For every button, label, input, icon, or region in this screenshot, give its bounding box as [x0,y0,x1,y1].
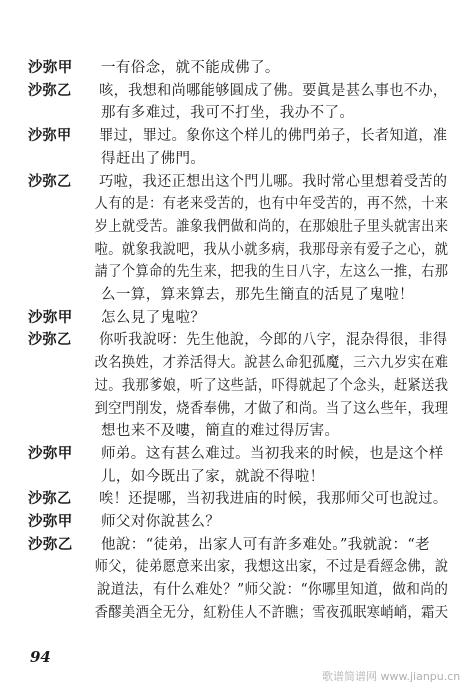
text-line [28,557,448,577]
speaker-label: 沙弥甲 [28,513,73,530]
text-line [28,103,354,123]
text-line [28,126,447,146]
speaker-label: 沙弥乙 [28,81,72,99]
line-text: 师父对你說甚么？ [101,514,221,530]
speaker-label: 沙弥乙 [28,490,72,508]
text-line [28,512,220,532]
line-text: 改名换姓，才养活得大。說甚么命犯孤魔，三六九岁实在难 [94,355,449,372]
watermark: 歌谱简谱网 www.jianpu.cn [322,670,461,683]
speaker-label: 沙弥甲 [28,308,73,326]
line-text: 唉！还提哪，当初我进庙的时候，我那师父可也說过。 [99,491,448,508]
line-text: 那有多难过，我可不打坐，我办不了。 [101,105,355,122]
text-line [28,58,280,78]
line-text: 师弟。这有甚么难过。当初我来的时候，也是这个样 [101,445,444,462]
text-line [28,399,448,419]
text-line [28,262,448,282]
text-line [28,172,447,192]
speaker-label: 沙弥甲 [28,59,73,76]
speaker-label: 沙弥乙 [28,331,72,349]
line-text: 到空門削发，烧香奉佛，才做了和尚。当了这么些年，我理 [94,400,449,417]
speaker-label: 沙弥乙 [28,535,73,553]
speaker-label: 沙弥甲 [28,444,73,462]
line-text: 巧啦，我还正想出这个門儿哪。我时常心里想着受苦的 [99,173,448,190]
text-line [28,353,448,373]
line-text: 么一算，算来算去，那先生簡直的活見了鬼啦！ [101,287,414,303]
line-text: 他說：“徒弟，出家人可有許多难处。”我就說：“老 [101,536,431,553]
line-text: 得赶出了佛門。 [101,150,206,167]
text-line [28,535,430,555]
line-text: 怎么見了鬼啦？ [101,309,206,326]
line-text: 人有的是：有老来受苦的，也有中年受苦的，再不然，十来 [94,196,449,213]
line-text: 請了个算命的先生来，把我的生日八字，左这么一推，右那 [94,264,449,281]
line-text: 罪过，罪过。象你这个样儿的佛門弟子，长者知道，准 [99,128,448,145]
text-line [28,217,448,237]
line-text: 咳，我想和尚哪能够圓成了佛。要眞是甚么事也不办， [99,82,448,99]
line-text: 說道法，有什么难处？”师父說：“你哪里知道，做和尚的 [96,582,449,599]
text-line [28,81,447,101]
page-number: 94 [30,648,51,666]
line-text: 岁上就受苦。誰象我們做和尚的，在那娘肚子里头就害出来 [94,218,449,235]
text-line [28,421,339,441]
text-line [28,285,414,305]
text-line [28,489,447,509]
speaker-label: 沙弥甲 [28,127,72,145]
text-line [28,308,205,328]
text-line [28,376,448,396]
text-line [28,580,448,600]
text-line [28,603,448,623]
line-text: 师父，徒弟愿意来出家，我想这出家，不过是看經念佛，說 [94,559,449,576]
speaker-label: 沙弥乙 [28,172,72,190]
line-text: 你听我說呀：先生他說，今郎的八字，混杂得很，非得 [99,332,448,349]
line-text: 过。我那爹娘，听了这些話，吓得就起了个念头，赶紧送我 [94,377,449,394]
line-text: 啦。就象我說吧，我从小就多病，我那母亲有爱子之心，就 [94,241,449,258]
text-line [28,444,444,464]
line-text: 想也来不及嘍，簡直的难过得厉害。 [101,423,340,440]
line-text: 香醪美酒全无分，紅粉佳人不許瞧；雪夜孤眠寒峭峭，霜天 [94,604,449,621]
line-text: 一有俗念，就不能成佛了。 [101,60,280,76]
text-line [28,467,325,487]
text-line [28,330,447,350]
text-line [28,194,448,214]
text-line [28,240,448,260]
line-text: 儿，如今既出了家，就說不得啦！ [101,468,325,485]
text-line [28,149,205,169]
